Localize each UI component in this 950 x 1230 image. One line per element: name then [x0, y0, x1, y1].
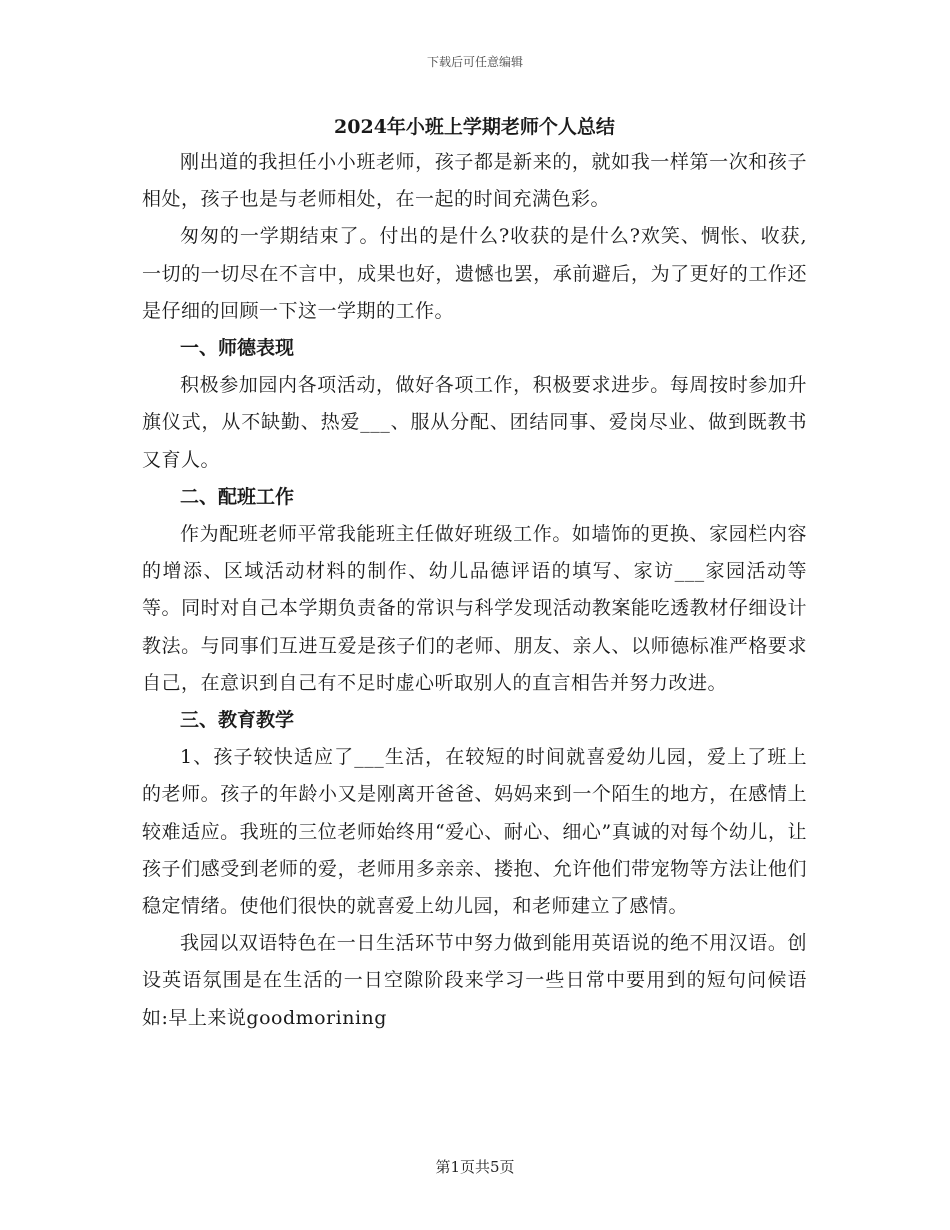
paragraph-ethics: 积极参加园内各项活动，做好各项工作，积极要求进步。每周按时参加升旗仪式，从不缺勤、热爱___、服从分配、团结同事、爱岗尽业、做到既教书又育人。 — [142, 374, 807, 471]
page-header-note: 下载后可任意编辑 — [426, 55, 523, 69]
document-title: 2024年小班上学期老师个人总结 — [334, 116, 615, 138]
paragraph-intro-1: 刚出道的我担任小小班老师，孩子都是新来的，就如我一样第一次和孩子相处，孩子也是与老师相处，在一起的时间充满色彩。 — [142, 151, 807, 211]
paragraph-class-work: 作为配班老师平常我能班主任做好班级工作。如墙饰的更换、家园栏内容的增添、区域活动材料的制作、幼儿品德评语的填写、家访___家园活动等等。同时对自己本学期负责备的常识与科学发现活动教案能吃透教材仔细设计教法。与同事们互进互爱是孩子们的老师、朋友、亲人、以师德标准严格要求自己，在意识到自己有不足时虚心听取别人的直言相告并努力改进。 — [142, 523, 807, 694]
paragraph-teaching-1: 1、孩子较快适应了___生活，在较短的时间就喜爱幼儿园，爱上了班上的老师。孩子的年龄小又是刚离开爸爸、妈妈来到一个陌生的地方，在感情上较难适应。我班的三位老师始终用“爱心、耐心、细心”真诚的对每个幼儿，让孩子们感受到老师的爱，老师用多亲亲、搂抱、允许他们带宠物等方法让他们稳定情绪。使他们很快的就喜爱上幼儿园，和老师建立了感情。 — [142, 746, 807, 918]
paragraph-intro-2: 匆匆的一学期结束了。付出的是什么?收获的是什么?欢笑、惆怅、收获,一切的一切尽在不言中，成果也好，遗憾也罢，承前避后，为了更好的工作还是仔细的回顾一下这一学期的工作。 — [142, 225, 807, 322]
document-body — [142, 112, 807, 1037]
section-heading-teaching: 三、教育教学 — [180, 709, 295, 732]
page-number: 第1页共5页 — [435, 1158, 515, 1176]
section-heading-ethics: 一、师德表现 — [180, 337, 295, 360]
paragraph-teaching-2: 我园以双语特色在一日生活环节中努力做到能用英语说的绝不用汉语。创设英语氛围是在生活的一日空隙阶段来学习一些日常中要用到的短句问候语如:早上来说goodmorining — [142, 932, 807, 1029]
section-heading-class-work: 二、配班工作 — [180, 485, 295, 508]
